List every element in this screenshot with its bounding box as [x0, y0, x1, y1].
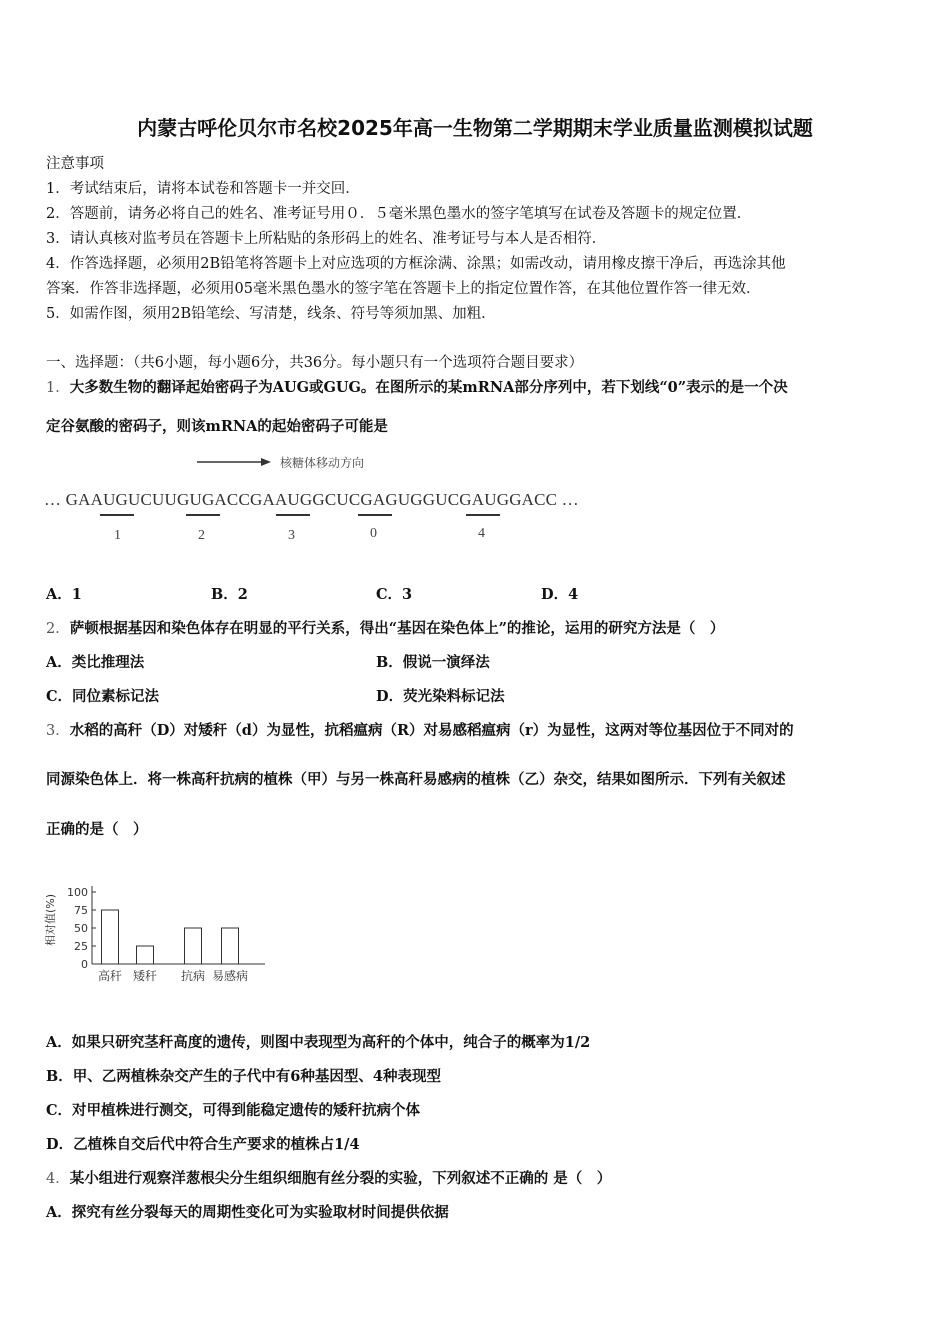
y-axis-label: 相对值(%): [44, 893, 57, 947]
notice-item: 3．请认真核对监考员在答题卡上所粘贴的条形码上的姓名、准考证号与本人是否相符．: [46, 231, 607, 247]
y-tick-label: 0: [81, 958, 88, 971]
page-title: 内蒙古呼伦贝尔市名校2025年高一生物第二学期期末学业质量监测模拟试题: [137, 116, 813, 140]
option-b[interactable]: B．甲、乙两植株杂交产生的子代中有6种基因型、4种表现型: [46, 1068, 441, 1085]
codon-label: 0: [370, 526, 377, 541]
codon-underline: [358, 514, 392, 516]
notice-item: 2．答题前，请务必将自己的姓名、准考证号用０．５毫米黑色墨水的签字笔填写在试卷及答题卡的规定位置．: [46, 206, 752, 222]
y-tick-label: 50: [74, 922, 88, 935]
x-tick-label: 高秆: [97, 969, 123, 983]
question-3: [46, 719, 794, 740]
section-heading: 一、选择题：（共6小题，每小题6分，共36分。每小题只有一个选项符合题目要求）: [46, 355, 584, 371]
option-c[interactable]: C．3: [376, 586, 413, 603]
bar: [185, 928, 202, 964]
question-2: [46, 617, 724, 638]
y-tick-label: 25: [74, 940, 88, 953]
option-a[interactable]: A．探究有丝分裂每天的周期性变化可为实验取材时间提供依据: [46, 1204, 449, 1221]
notice-item: 5．如需作图，须用2B铅笔绘、写清楚，线条、符号等须加黑、加粗．: [46, 306, 496, 322]
codon-label: 3: [288, 528, 295, 543]
arrow-icon: [195, 455, 275, 469]
bar: [137, 946, 154, 964]
option-b[interactable]: B．假说一演绎法: [376, 654, 490, 671]
question-number: 3．: [46, 723, 70, 739]
bar-chart: [40, 876, 270, 996]
question-number: 4．: [46, 1171, 70, 1187]
question-stem-cont: 同源染色体上．将一株高秆抗病的植株（甲）与另一株高秆易感病的植株（乙）杂交，结果如图所示．下列有关叙述: [46, 771, 786, 788]
question-stem-cont: 正确的是（ ）: [46, 821, 148, 838]
question-stem: 水稻的高秆（D）对矮秆（d）为显性，抗稻瘟病（R）对易感稻瘟病（r）为显性，这两对等位基因位于不同对的: [69, 722, 794, 739]
bar: [222, 928, 239, 964]
codon-underline: [276, 514, 310, 516]
codon-label: 1: [114, 528, 121, 543]
x-tick-label: 矮秆: [132, 969, 158, 983]
codon-underline: [100, 514, 134, 516]
x-tick-label: 易感病: [211, 969, 249, 983]
codon-label: 4: [478, 526, 485, 541]
question-4: [46, 1167, 611, 1188]
codon-label: 2: [198, 528, 205, 543]
option-a[interactable]: A．1: [46, 586, 82, 603]
option-a[interactable]: A．如果只研究茎秆高度的遗传，则图中表现型为高秆的个体中，纯合子的概率为1/2: [46, 1034, 591, 1051]
codon-underline: [186, 514, 220, 516]
option-c[interactable]: C．对甲植株进行测交，可得到能稳定遗传的矮秆抗病个体: [46, 1102, 421, 1119]
question-stem-cont: 定谷氨酸的密码子，则该mRNA的起始密码子可能是: [46, 418, 388, 435]
option-b[interactable]: B．2: [211, 586, 248, 603]
option-d[interactable]: D．荧光染料标记法: [376, 688, 505, 705]
question-number: 2．: [46, 621, 70, 637]
mrna-sequence: … GAAUGUCUUGUGACCGAAUGGCUCGAGUGGUCGAUGGACC …: [44, 490, 579, 509]
codon-underline: [466, 514, 500, 516]
option-c[interactable]: C．同位素标记法: [46, 688, 160, 705]
option-d[interactable]: D．4: [541, 586, 579, 603]
question-stem: 萨顿根据基因和染色体存在明显的平行关系，得出“基因在染色体上”的推论，运用的研究方法是（ ）: [69, 620, 725, 637]
question-stem: 大多数生物的翻译起始密码子为AUG或GUG。在图所示的某mRNA部分序列中，若下划线“0”表示的是一个决: [69, 379, 788, 396]
question-number: 1．: [46, 380, 70, 396]
question-stem: 某小组进行观察洋葱根尖分生组织细胞有丝分裂的实验，下列叙述不正确的 是（ ）: [69, 1170, 612, 1187]
notice-item: 答案．作答非选择题，必须用05毫米黑色墨水的签字笔在答题卡上的指定位置作答，在其他位置作答一律无效．: [46, 281, 761, 297]
notice-item: 4．作答选择题，必须用2B铅笔将答题卡上对应选项的方框涂满、涂黑；如需改动，请用橡皮擦干净后，再选涂其他: [46, 256, 786, 272]
notice-heading: 注意事项: [46, 156, 104, 172]
option-a[interactable]: A．类比推理法: [46, 654, 145, 671]
arrow-label: 核糖体移动方向: [280, 456, 365, 470]
question-1: [46, 376, 788, 397]
option-d[interactable]: D．乙植株自交后代中符合生产要求的植株占1/4: [46, 1136, 360, 1153]
notice-item: 1．考试结束后，请将本试卷和答题卡一并交回．: [46, 181, 360, 197]
bar: [102, 910, 119, 964]
y-tick-label: 100: [67, 886, 88, 899]
x-tick-label: 抗病: [180, 969, 206, 983]
y-tick-label: 75: [74, 904, 88, 917]
